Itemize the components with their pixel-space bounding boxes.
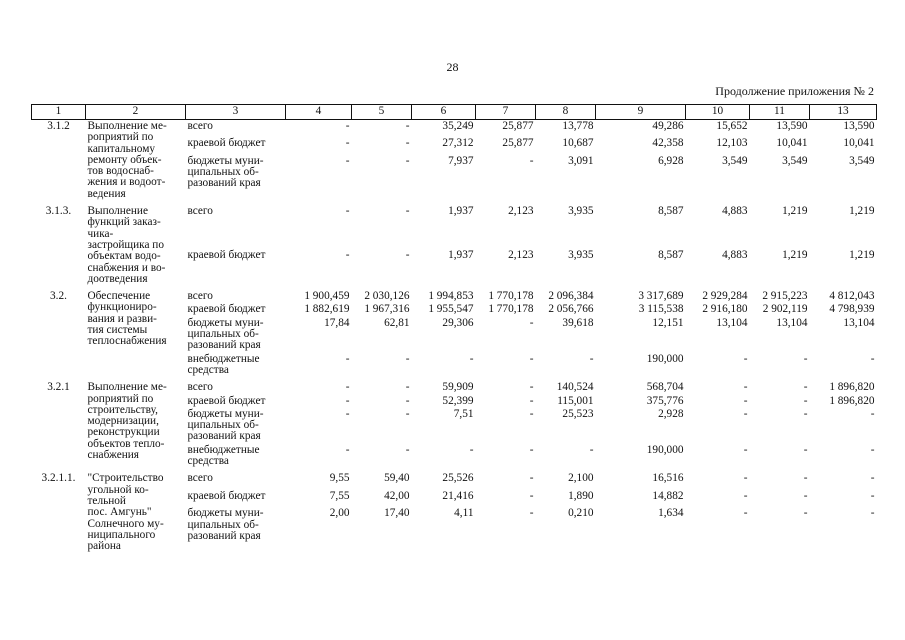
value-cell: -	[405, 120, 410, 132]
funding-source: бюджеты муни- ципальных об- разований края	[187, 316, 264, 352]
funding-source: бюджеты муни- ципальных об- разований края	[187, 507, 264, 543]
value-cell: -	[345, 154, 350, 167]
value-cell: 7,51	[453, 407, 474, 420]
value-cell: 21,416	[442, 490, 474, 503]
item-code: 3.1.3.	[45, 205, 72, 218]
value-cell: -	[589, 443, 594, 456]
value-cell: -	[529, 507, 534, 520]
value-cell: 2 929,284	[702, 290, 748, 303]
value-cell: -	[405, 205, 410, 218]
value-cell: 4 798,939	[829, 303, 875, 316]
value-cell: 1,890	[568, 490, 594, 503]
value-cell: 49,286	[652, 120, 684, 132]
value-cell: 0,210	[568, 507, 594, 520]
value-cell: 25,526	[442, 472, 474, 485]
value-cell: -	[803, 507, 808, 520]
value-cell: 25,877	[502, 137, 534, 150]
item-description: Выполнение функций заказ- чика- застройщика по объектам водо- снабжения и во- доотведения	[87, 205, 166, 285]
item-description: Выполнение ме- роприятий по строительству, модернизации, реконструкции объектов тепло- снабжения	[87, 381, 167, 462]
value-cell: 62,81	[384, 316, 410, 329]
funding-source: всего	[187, 120, 213, 132]
value-cell: 2 916,180	[702, 303, 748, 316]
value-cell: 4 812,043	[829, 290, 875, 303]
value-cell: -	[803, 394, 808, 407]
value-cell: 2 030,126	[364, 290, 410, 303]
value-cell: 35,249	[442, 120, 474, 132]
value-cell: 25,523	[562, 407, 594, 420]
funding-source: краевой бюджет	[187, 394, 266, 407]
value-cell: -	[743, 490, 748, 503]
value-cell: 1,937	[448, 249, 474, 262]
value-cell: -	[345, 137, 350, 150]
item-code: 3.1.2	[47, 120, 70, 132]
value-cell: 2 056,766	[548, 303, 594, 316]
value-cell: 1 955,547	[428, 303, 474, 316]
value-cell: 2,00	[329, 507, 350, 520]
value-cell: 3,549	[849, 154, 875, 167]
value-cell: 3,935	[568, 249, 594, 262]
value-cell: 13,104	[843, 316, 875, 329]
value-cell: 3,549	[722, 154, 748, 167]
value-cell: 13,104	[716, 316, 748, 329]
value-cell: 4,883	[722, 249, 748, 262]
value-cell: -	[405, 443, 410, 456]
value-cell: -	[803, 490, 808, 503]
value-cell: 2 902,119	[762, 303, 808, 316]
value-cell: 7,55	[329, 490, 350, 503]
value-cell: 17,40	[384, 507, 410, 520]
table-row	[32, 286, 877, 303]
value-cell: 10,687	[562, 137, 594, 150]
value-cell: -	[803, 407, 808, 420]
value-cell: 4,883	[722, 205, 748, 218]
value-cell: 14,882	[652, 490, 684, 503]
value-cell: -	[345, 394, 350, 407]
value-cell: -	[345, 407, 350, 420]
value-cell: 42,00	[384, 490, 410, 503]
column-header: 7	[476, 105, 536, 120]
value-cell: 15,652	[716, 120, 748, 132]
value-cell: 59,909	[442, 381, 474, 394]
value-cell: 59,40	[384, 472, 410, 485]
funding-source: всего	[187, 290, 213, 303]
item-description: Обеспечение функциониро- вания и разви- тия системы теплоснабжения	[87, 290, 167, 348]
value-cell: -	[345, 352, 350, 365]
value-cell: 12,103	[716, 137, 748, 150]
value-cell: 3,549	[782, 154, 808, 167]
value-cell: 42,358	[652, 137, 684, 150]
value-cell: -	[803, 352, 808, 365]
value-cell: 1 896,820	[829, 381, 875, 394]
value-cell: 8,587	[658, 205, 684, 218]
value-cell: 1,219	[849, 205, 875, 218]
value-cell: 2 915,223	[762, 290, 808, 303]
value-cell: -	[589, 352, 594, 365]
value-cell: 7,937	[448, 154, 474, 167]
value-cell: 25,877	[502, 120, 534, 132]
value-cell: 568,704	[646, 381, 684, 394]
table-row	[32, 468, 877, 490]
value-cell: -	[803, 381, 808, 394]
value-cell: -	[743, 507, 748, 520]
funding-source: краевой бюджет	[187, 490, 266, 503]
table-row	[32, 377, 877, 394]
value-cell: 190,000	[646, 352, 684, 365]
value-cell: -	[345, 443, 350, 456]
value-cell: 16,516	[652, 472, 684, 485]
budget-table	[31, 104, 877, 553]
value-cell: 2,100	[568, 472, 594, 485]
table-body	[32, 120, 877, 554]
table-header	[32, 105, 877, 120]
column-header: 5	[352, 105, 412, 120]
value-cell: -	[529, 472, 534, 485]
column-header: 10	[686, 105, 750, 120]
item-code: 3.2.1	[47, 381, 70, 394]
value-cell: -	[803, 443, 808, 456]
value-cell: 27,312	[442, 137, 474, 150]
value-cell: -	[405, 381, 410, 394]
column-header: 4	[286, 105, 352, 120]
funding-source: бюджеты муни- ципальных об- разований края	[187, 407, 264, 443]
funding-source: внебюджетные средства	[187, 352, 260, 376]
value-cell: -	[803, 472, 808, 485]
value-cell: -	[405, 407, 410, 420]
value-cell: 2,123	[508, 249, 534, 262]
value-cell: 1 967,316	[364, 303, 410, 316]
value-cell: 190,000	[646, 443, 684, 456]
value-cell: -	[529, 154, 534, 167]
item-description: Выполнение ме- роприятий по капитальному ремонту объек- тов водоснаб- жения и водоот- ведения	[87, 120, 167, 200]
value-cell: 10,041	[776, 137, 808, 150]
value-cell: -	[870, 490, 875, 503]
funding-source: внебюджетные средства	[187, 443, 260, 468]
column-header: 9	[596, 105, 686, 120]
value-cell: 3,091	[568, 154, 594, 167]
value-cell: -	[469, 352, 474, 365]
value-cell: -	[743, 407, 748, 420]
value-cell: 1 882,619	[304, 303, 350, 316]
column-number-row	[32, 105, 877, 120]
value-cell: 1 896,820	[829, 394, 875, 407]
value-cell: 3,935	[568, 205, 594, 218]
value-cell: 2,123	[508, 205, 534, 218]
value-cell: -	[469, 443, 474, 456]
column-header: 8	[536, 105, 596, 120]
value-cell: -	[345, 381, 350, 394]
value-cell: -	[870, 352, 875, 365]
value-cell: -	[870, 507, 875, 520]
item-description: "Строительство угольной ко- тельной пос. Амгунь" Солнечного му- ниципального района	[87, 472, 164, 553]
value-cell: 4,11	[454, 507, 474, 520]
value-cell: -	[405, 249, 410, 262]
value-cell: -	[743, 472, 748, 485]
column-header: 2	[86, 105, 186, 120]
value-cell: 29,306	[442, 316, 474, 329]
value-cell: 3 115,538	[638, 303, 684, 316]
value-cell: -	[405, 394, 410, 407]
value-cell: -	[345, 120, 350, 132]
value-cell: 1,219	[782, 249, 808, 262]
value-cell: 3 317,689	[638, 290, 684, 303]
funding-source: всего	[187, 381, 213, 394]
value-cell: 1,219	[782, 205, 808, 218]
value-cell: -	[529, 490, 534, 503]
funding-source: бюджеты муни- ципальных об- разований края	[187, 154, 264, 190]
value-cell: 140,524	[556, 381, 594, 394]
value-cell: 2,928	[658, 407, 684, 420]
value-cell: -	[529, 394, 534, 407]
value-cell: 1 994,853	[428, 290, 474, 303]
value-cell: -	[529, 407, 534, 420]
value-cell: -	[870, 407, 875, 420]
value-cell: 13,590	[843, 120, 875, 132]
value-cell: 52,399	[442, 394, 474, 407]
value-cell: 375,776	[646, 394, 684, 407]
value-cell: 12,151	[652, 316, 684, 329]
funding-source: краевой бюджет	[187, 137, 266, 150]
funding-source: краевой бюджет	[187, 303, 266, 316]
value-cell: 6,928	[658, 154, 684, 167]
item-code: 3.2.1.1.	[41, 472, 76, 485]
column-header: 6	[412, 105, 476, 120]
value-cell: 1 900,459	[304, 290, 350, 303]
value-cell: -	[405, 154, 410, 167]
value-cell: -	[345, 249, 350, 262]
item-code: 3.2.	[50, 290, 67, 303]
funding-source: всего	[187, 205, 213, 218]
value-cell: -	[870, 472, 875, 485]
value-cell: 9,55	[329, 472, 350, 485]
value-cell: -	[529, 352, 534, 365]
value-cell: 10,041	[843, 137, 875, 150]
value-cell: 13,590	[776, 120, 808, 132]
value-cell: 1,634	[658, 507, 684, 520]
value-cell: 39,618	[562, 316, 594, 329]
value-cell: -	[529, 381, 534, 394]
value-cell: -	[743, 394, 748, 407]
table-row	[32, 201, 877, 249]
value-cell: 1,219	[849, 249, 875, 262]
page-number: 28	[446, 60, 459, 74]
value-cell: -	[529, 316, 534, 329]
value-cell: 13,104	[776, 316, 808, 329]
value-cell: 17,84	[324, 316, 350, 329]
value-cell: 115,001	[557, 394, 594, 407]
column-header: 13	[810, 105, 877, 120]
column-header: 11	[750, 105, 810, 120]
value-cell: -	[529, 443, 534, 456]
appendix-continuation-label: Продолжение приложения № 2	[715, 84, 874, 98]
table-row	[32, 120, 877, 138]
value-cell: 13,778	[562, 120, 594, 132]
column-header: 1	[32, 105, 86, 120]
value-cell: -	[345, 205, 350, 218]
funding-source: краевой бюджет	[187, 249, 266, 262]
value-cell: 1 770,178	[488, 303, 534, 316]
value-cell: 1,937	[448, 205, 474, 218]
value-cell: 8,587	[658, 249, 684, 262]
value-cell: -	[743, 352, 748, 365]
value-cell: -	[405, 352, 410, 365]
column-header: 3	[186, 105, 286, 120]
value-cell: -	[743, 381, 748, 394]
value-cell: -	[870, 443, 875, 456]
funding-source: всего	[187, 472, 213, 485]
value-cell: -	[405, 137, 410, 150]
value-cell: 2 096,384	[548, 290, 594, 303]
value-cell: 1 770,178	[488, 290, 534, 303]
value-cell: -	[743, 443, 748, 456]
